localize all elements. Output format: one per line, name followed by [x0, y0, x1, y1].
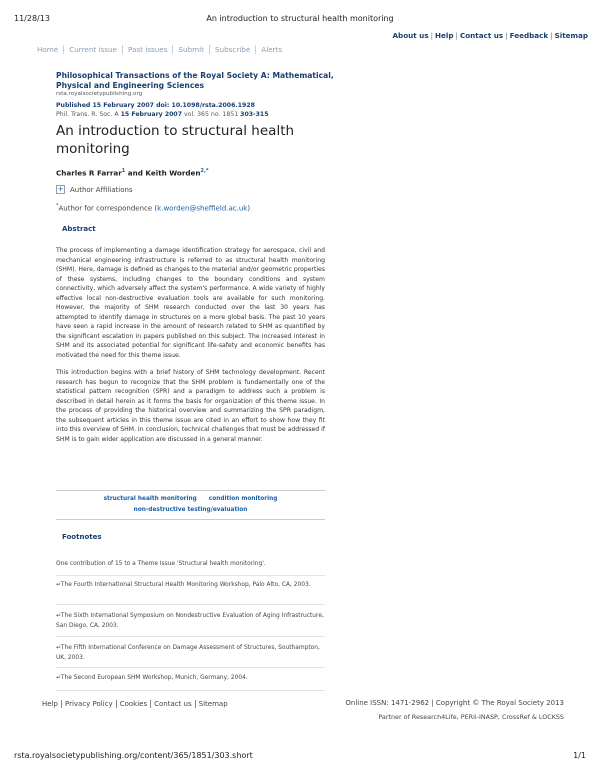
- cite-date: 15 February 2007: [120, 111, 183, 118]
- citation-info: [56, 111, 269, 118]
- nav-submit[interactable]: Submit: [173, 45, 210, 54]
- top-links: About us | Help | Contact us | Feedback | Sitemap: [392, 31, 588, 40]
- corr-mark: *: [56, 203, 59, 209]
- nav-past-issues[interactable]: Past issues: [123, 45, 173, 54]
- footer-cookies-link[interactable]: Cookies: [117, 700, 151, 708]
- cite-pages: 303-315: [240, 111, 269, 118]
- nav-alerts[interactable]: Alerts: [261, 45, 283, 54]
- authors: [56, 168, 209, 177]
- corr-text: Author for correspondence (: [58, 204, 158, 213]
- cite-volume: vol. 365 no. 1851: [184, 111, 239, 118]
- author-2-affil[interactable]: 2,*: [200, 168, 209, 174]
- print-date: 11/28/13: [14, 14, 50, 23]
- abstract-paragraph-2: This introduction begins with a brief history of SHM technology development. Recent research has begun to recognize that the SHM problem is fundamentally one of the statistical pattern recognition (SPR) and a paradigm to address such a problem is described in detail herein as it forms the basis for organization of this theme issue. In the process of providing the historical overview and summarizing the SPR paradigm, the subsequent articles in this theme issue are cited in an effort to show how they fit into this overview of SHM. In conclusion, technical challenges that must be addressed if SHM is to gain wider application are discussed in a general manner.: [56, 369, 325, 443]
- feedback-link[interactable]: Feedback: [509, 31, 549, 40]
- footnote-4: ↵The Fifth International Conference on Damage Assessment of Structures, Southampton, UK, 2003.: [56, 645, 320, 661]
- cite-prefix: Phil. Trans. R. Soc. A: [56, 111, 119, 118]
- nav-current-issue[interactable]: Current issue: [64, 45, 123, 54]
- partner-info: Partner of Research4Life, PERii-INASP, CrossRef & LOCKSS: [378, 713, 564, 721]
- keyword-non-destructive-testing[interactable]: non-destructive testing/evaluation: [133, 507, 248, 513]
- author-affiliations-label: Author Affiliations: [70, 185, 133, 194]
- footnote-divider: [56, 636, 325, 637]
- footer-sitemap-link[interactable]: Sitemap: [198, 700, 228, 708]
- abstract-heading: Abstract: [62, 225, 96, 233]
- keyword-structural-health-monitoring[interactable]: structural health monitoring: [103, 496, 197, 502]
- footnotes-heading: Footnotes: [62, 533, 102, 541]
- footnote-divider: [56, 575, 325, 576]
- correspondence: [56, 203, 250, 212]
- abstract-body: [56, 246, 325, 452]
- author-1[interactable]: Charles R Farrar: [56, 168, 122, 178]
- corr-close: ): [247, 204, 251, 213]
- keywords-top-divider: [56, 490, 325, 491]
- issn-copyright: Online ISSN: 1471-2962 | Copyright © The Royal Society 2013: [345, 699, 564, 707]
- footnote-divider: [56, 604, 325, 605]
- about-us-link[interactable]: About us: [392, 31, 429, 40]
- print-page-title: An introduction to structural health monitoring: [206, 14, 394, 23]
- print-url: rsta.royalsocietypublishing.org/content/365/1851/303.short: [14, 751, 253, 760]
- footer-contact-link[interactable]: Contact us: [151, 700, 196, 708]
- sitemap-link[interactable]: Sitemap: [554, 31, 588, 40]
- contact-us-link[interactable]: Contact us: [459, 31, 504, 40]
- abstract-paragraph-1: The process of implementing a damage identification strategy for aerospace, civil and mechanical engineering infrastructure is referred to as structural health monitoring (SHM). Here, damage is defined as changes to the material and/or geometric properties of these systems, including changes to the boundary conditions and system connectivity, which adversely affect the system's performance. A wide variety of highly effective local non-destructive evaluation tools are available for such monitoring. However, the majority of SHM research conducted over the last 30 years has attempted to identify damage in structures on a more global basis. The past 10 years have seen a rapid increase in the amount of research related to SHM as quantified by the significant escalation in papers published on this subject. The increased interest in SHM and its associated potential for significant life-safety and economic benefits has motivated the need for this theme issue.: [56, 247, 325, 359]
- footnote-divider: [56, 667, 325, 668]
- article-title: An introduction to structural health monitoring: [56, 123, 295, 157]
- journal-name[interactable]: Philosophical Transactions of the Royal Society A: Mathematical, Physical and Engineering Sciences: [56, 71, 334, 90]
- footer-help-link[interactable]: Help: [42, 700, 62, 708]
- keywords-bottom-divider: [56, 519, 325, 520]
- journal-url: rsta.royalsocietypublishing.org: [56, 91, 143, 97]
- footer-links: [42, 700, 231, 708]
- nav-subscribe[interactable]: Subscribe: [210, 45, 256, 54]
- corr-email-link[interactable]: k.worden@sheffield.ac.uk: [157, 204, 248, 213]
- main-nav: [37, 45, 287, 54]
- keywords: [56, 494, 325, 516]
- footnote-divider: [56, 690, 325, 691]
- footer-privacy-link[interactable]: Privacy Policy: [62, 700, 117, 708]
- publication-info: Published 15 February 2007 doi: 10.1098/rsta.2006.1928: [56, 102, 255, 109]
- authors-conj: and: [127, 168, 143, 178]
- print-page-number: 1/1: [573, 751, 586, 760]
- footnote-5: ↵The Second European SHM Workshop, Munich, Germany, 2004.: [56, 675, 248, 681]
- help-link[interactable]: Help: [435, 31, 454, 40]
- plus-icon[interactable]: +: [57, 185, 64, 193]
- author-1-affil[interactable]: 1: [121, 168, 126, 174]
- nav-home[interactable]: Home: [37, 45, 64, 54]
- author-affiliations-toggle[interactable]: [56, 185, 133, 194]
- author-2[interactable]: Keith Worden: [145, 168, 201, 178]
- keyword-condition-monitoring[interactable]: condition monitoring: [208, 496, 278, 502]
- footnote-2: ↵The Fourth International Structural Health Monitoring Workshop, Palo Alto, CA, 2003.: [56, 582, 311, 588]
- footnote-1: One contribution of 15 to a Theme Issue 'Structural health monitoring'.: [56, 561, 266, 567]
- footnote-3: ↵The Sixth International Symposium on Nondestructive Evaluation of Aging Infrastructure, San Diego, CA, 2003.: [56, 613, 324, 629]
